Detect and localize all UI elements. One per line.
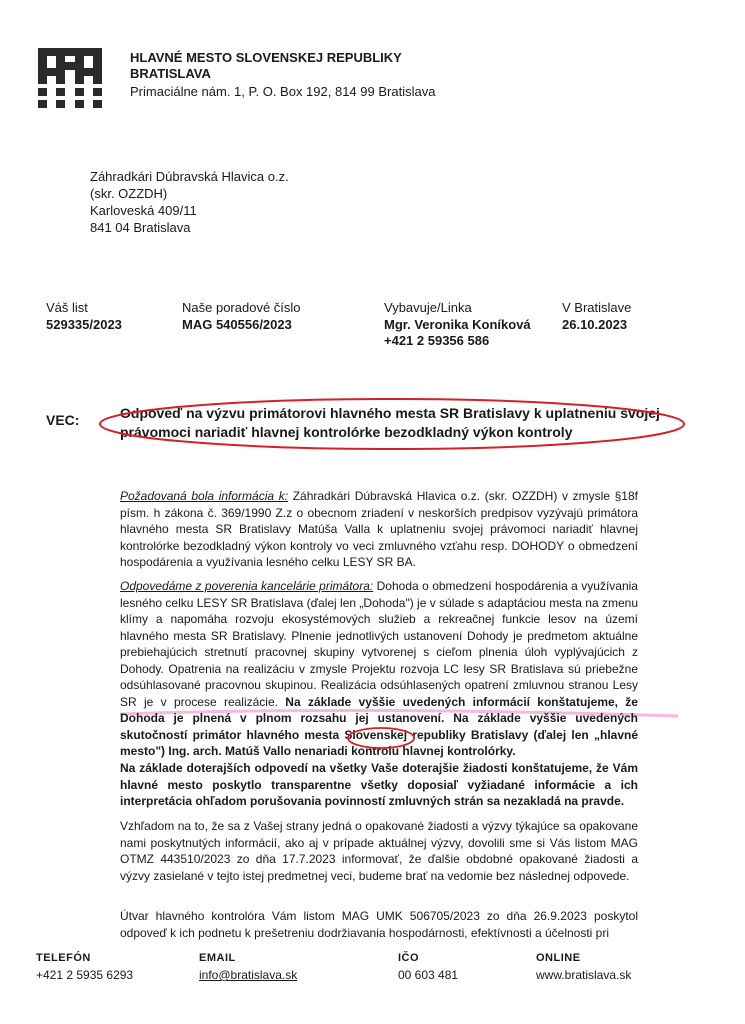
your-letter-value: 529335/2023 <box>46 317 122 332</box>
paragraph-notice: Vzhľadom na to, že sa z Vašej strany jedná o opakované žiadosti a výzvy týkajúce sa opakovane nami poskytnutých informácií, ako aj v prípade aktuálnej výzvy, dovolili sme si Vás listom MAG OTMZ 443510/2023 zo dňa 17.7.2023 informovať, že ďalšie obdobné opakované žiadosti a výzvy zasielané v tejto istej predmetnej veci, budeme brať na vedomie bez následnej odpovede. <box>120 819 638 883</box>
footer-online-label: ONLINE <box>536 952 581 964</box>
handled-by-phone: +421 2 59356 586 <box>384 333 490 348</box>
footer-phone-label: TELEFÓN <box>36 952 91 964</box>
footer-website-link[interactable]: www.bratislava.sk <box>536 968 632 982</box>
handled-by-name: Mgr. Veronika Koníková <box>384 317 531 332</box>
footer-ico: 00 603 481 <box>398 968 459 982</box>
letter-date: 26.10.2023 <box>562 317 628 332</box>
recipient-line: Karloveská 409/11 <box>90 203 197 218</box>
footer-email-link[interactable]: info@bratislava.sk <box>199 968 298 982</box>
red-ellipse-annotation <box>96 396 688 452</box>
paragraph-text: Dohoda o obmedzení hospodárenia a využívania lesného celku LESY SR Bratislava (ďalej len „Dohoda") je v súlade s adaptáciou mesta na zmenu klímy a napomáha rozvoju ekosystémových služieb a rekreačnej funkcie lesov na území hlavného mesta SR Bratislavy. Plnenie jednotlivých ustanovení Dohody je predmetom aktuálne prebiehajúcich stretnutí pracovnej skupiny vytvorenej s cieľom plnenia úloh vyplývajúcich z Dohody. Opatrenia na realizáciu v zmysle Projektu rozvoja LC lesy SR Bratislava sú priebežne odsúhlasované pracovnou skupinou. Realizácia odsúhlasených opatrení zmluvnou stranou Lesy SR je v procese realizácie. <box>120 579 638 709</box>
your-letter-label: Váš list <box>46 300 88 315</box>
recipient-line: (skr. OZZDH) <box>90 186 168 201</box>
paragraph-intro: Odpovedáme z poverenia kancelárie primátora: <box>120 579 374 593</box>
paragraph-conclusion: Na základe vyššie uvedených informácií konštatujeme, že Dohoda je plnená v plnom rozsahu jej ustanovení. Na základe vyššie uvedených skutočností primátor hlavného mesta Slovenskej republiky Bratislavy (ďalej len „hlavné mesto") Ing. arch. Matúš Vallo nenariadi kontrolu hlavnej kontrolórky. <box>120 694 638 758</box>
recipient-line: 841 04 Bratislava <box>90 220 191 235</box>
recipient-block <box>90 168 289 236</box>
org-name: HLAVNÉ MESTO SLOVENSKEJ REPUBLIKY <box>130 50 402 65</box>
bratislava-logo <box>38 48 102 108</box>
handled-by-label: Vybavuje/Linka <box>384 300 472 315</box>
footer-phone: +421 2 5935 6293 <box>36 968 134 982</box>
footer-email-label: EMAIL <box>199 952 236 964</box>
red-circle-annotation <box>346 726 416 750</box>
paragraph-text: Záhradkári Dúbravská Hlavica o.z. (skr. OZZDH) v zmysle §18f písm. h zákona č. 369/1990 Z.z o obecnom zriadení v neskorších predpisov vyzývajú primátora hlavného mesta SR Bratislavy Matúša Valla k uplatneniu svojej právomoci nariadiť hlavnej kontrolórke bezodkladný výkon kontroly vo veci zmluvného vzťahu resp. DOHODY o obmedzení hospodárenia a využívania lesného celku LESY SR BA. <box>120 489 638 569</box>
subject-label: VEC: <box>46 412 80 428</box>
footer-ico-label: IČO <box>398 952 420 964</box>
paragraph-audit: Útvar hlavného kontrolóra Vám listom MAG UMK 506705/2023 zo dňa 26.9.2023 poskytol odpoveď k ich podnetu k prešetreniu dodržiavania hospodárnosti, efektívnosti a účelnosti pri <box>120 909 638 940</box>
recipient-line: Záhradkári Dúbravská Hlavica o.z. <box>90 169 289 184</box>
place-label: V Bratislave <box>562 300 632 315</box>
paragraph-intro: Požadovaná bola informácia k: <box>120 489 289 503</box>
org-address: Primaciálne nám. 1, P. O. Box 192, 814 99 Bratislava <box>130 84 436 99</box>
our-number-value: MAG 540556/2023 <box>182 317 292 332</box>
our-number-label: Naše poradové číslo <box>182 300 301 315</box>
org-city: BRATISLAVA <box>130 66 211 81</box>
paragraph-request <box>120 488 638 571</box>
subject-text: Odpoveď na výzvu primátorovi hlavného mesta SR Bratislavy k uplatneniu svojej právomoci nariadiť hlavnej kontrolórke bezodkladný výkon kontroly <box>120 405 660 440</box>
paragraph-statement: Na základe doterajších odpovedí na všetky Vaše doterajšie žiadosti konštatujeme, že Vám hlavné mesto poskytlo transparentne všetky doposiaľ vyžiadané informácie a ich interpretácia ohľadom porušovania povinností zmluvných strán sa nezakladá na pravde. <box>120 761 638 808</box>
